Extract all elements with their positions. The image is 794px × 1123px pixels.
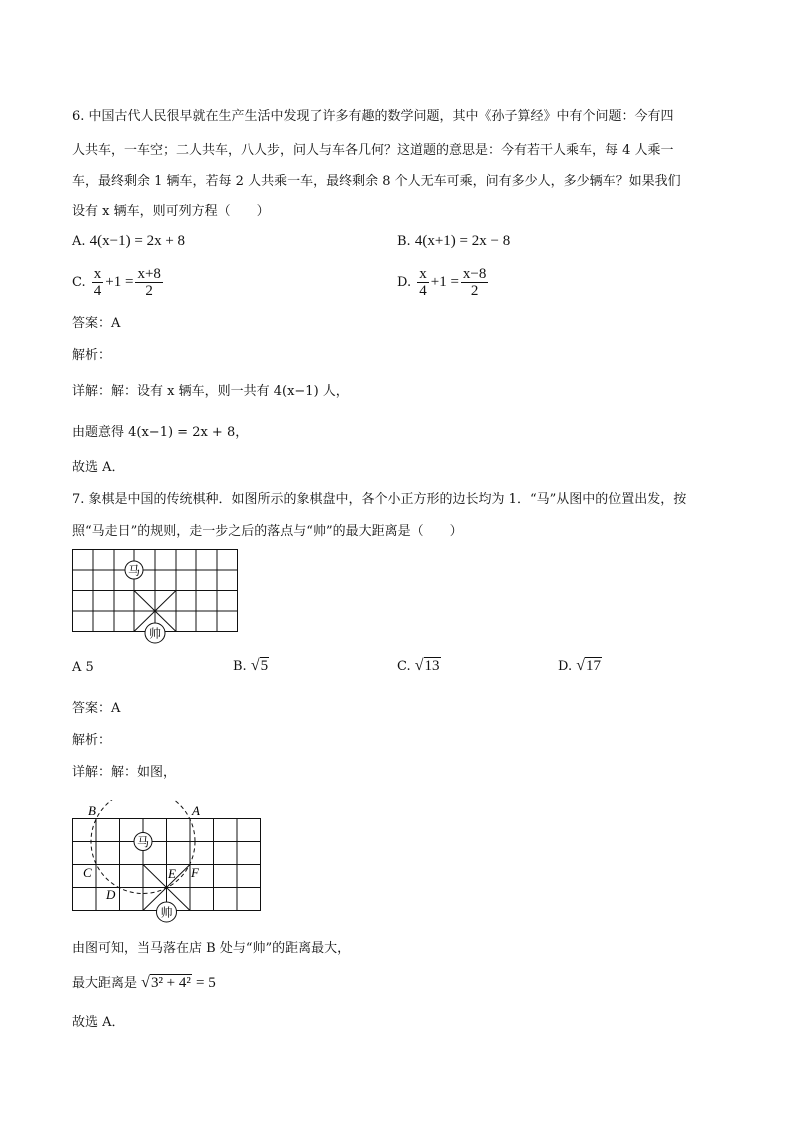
solution-figure [68,800,268,928]
q6-text-line-3: 车，最终剩余 1 辆车，若每 2 人共乘一车，最终剩余 8 个人无车可乘，问有多少人，多少辆车？如果我们 [72,174,681,189]
q6-option-d-mid: +1 = [430,274,459,290]
q7-option-a: A 5 [72,660,94,675]
q6-option-c-mid: +1 = [105,274,134,290]
point-label-d: D [106,887,116,902]
q6-answer: 答案：A [72,316,121,331]
q6-option-c-den1: 4 [93,283,102,299]
q6-option-d-letter: D. [397,275,412,290]
q6-option-a-expr: 4(x−1) = 2x + 8 [89,233,186,249]
q6-option-b [397,233,510,250]
point-label-e: E [168,866,176,881]
q6-option-a [72,233,185,250]
q7-max-result: = 5 [196,975,216,991]
q7-text-line-1: 7. 象棋是中国的传统棋种．如图所示的象棋盘中，各个小正方形的边长均为 1．“马”从图中的位置出发，按 [72,492,687,507]
q6-conclusion: 故选 A． [72,460,125,475]
q7-conclusion: 故选 A． [72,1015,125,1030]
q7-max-distance: 最大距离是 √3² + 4² = 5 [72,974,216,991]
q7-option-c: C. √13 [397,657,440,674]
q7-max-radicand: 3² + 4² [150,975,191,991]
q6-option-b-expr: 4(x+1) = 2x − 8 [414,233,511,249]
q7-option-d-radicand: 17 [586,658,602,674]
chessboard-figure [70,546,242,646]
q7-answer: 答案：A [72,701,121,716]
q6-option-c-den2: 2 [145,283,153,299]
q6-step: 由题意得 4(x−1) = 2x + 8， [72,425,249,440]
q6-analysis: 解析： [72,348,112,363]
ma-piece-label: 马 [127,563,141,578]
shuai-piece-label-2: 帅 [160,905,173,920]
point-label-c: C [83,865,92,880]
q7-option-c-letter: C. [397,659,411,674]
q7-reason: 由图可知，当马落在店 B 处与“帅”的距离最大， [72,941,351,956]
q6-option-a-letter: A. [72,234,86,249]
q6-option-d-den2: 2 [470,283,479,299]
q6-option-d-num2: x−8 [462,266,487,282]
q6-text-line-1: 6. 中国古代人民很早就在生产生活中发现了许多有趣的数学问题，其中《孙子算经》中有个问题：今有四 [72,109,674,124]
q6-option-d-num1: x [419,266,427,282]
shuai-piece-label: 帅 [148,626,162,641]
q6-option-b-letter: B. [397,234,411,249]
point-label-a: A [192,803,200,818]
q7-option-d-letter: D. [558,659,573,674]
q6-text-line-4: 设有 x 辆车，则可列方程（ ） [72,204,270,219]
q6-detail: 详解：解：设有 x 辆车，则一共有 4(x−1) 人， [72,384,349,399]
q7-option-b-letter: B. [233,659,247,674]
point-label-b: B [88,803,96,818]
q6-option-c-letter: C. [72,275,86,290]
q7-detail: 详解：解：如图， [72,765,177,780]
q7-option-b: B. √5 [233,657,269,674]
q7-option-b-radicand: 5 [260,658,269,674]
point-label-f: F [191,865,199,880]
q6-option-d [397,266,490,299]
q7-text-line-2: 照“马走日”的规则，走一步之后的落点与“帅”的最大距离是（ ） [72,524,463,539]
q6-option-c-num1: x [93,266,102,282]
q7-option-d: D. √17 [558,657,602,674]
q6-option-c [72,266,165,299]
q7-analysis: 解析： [72,733,112,748]
q7-max-prefix: 最大距离是 [72,976,138,991]
ma-piece-label-2: 马 [136,835,150,849]
q6-text-line-2: 人共车，一车空；二人共车，八人步，问人与车各几何？这道题的意思是：今有若干人乘车，每 4 人乘一 [72,143,674,158]
q7-option-c-radicand: 13 [424,658,440,674]
q6-option-d-den1: 4 [419,283,427,299]
q6-option-c-num2: x+8 [137,266,161,282]
